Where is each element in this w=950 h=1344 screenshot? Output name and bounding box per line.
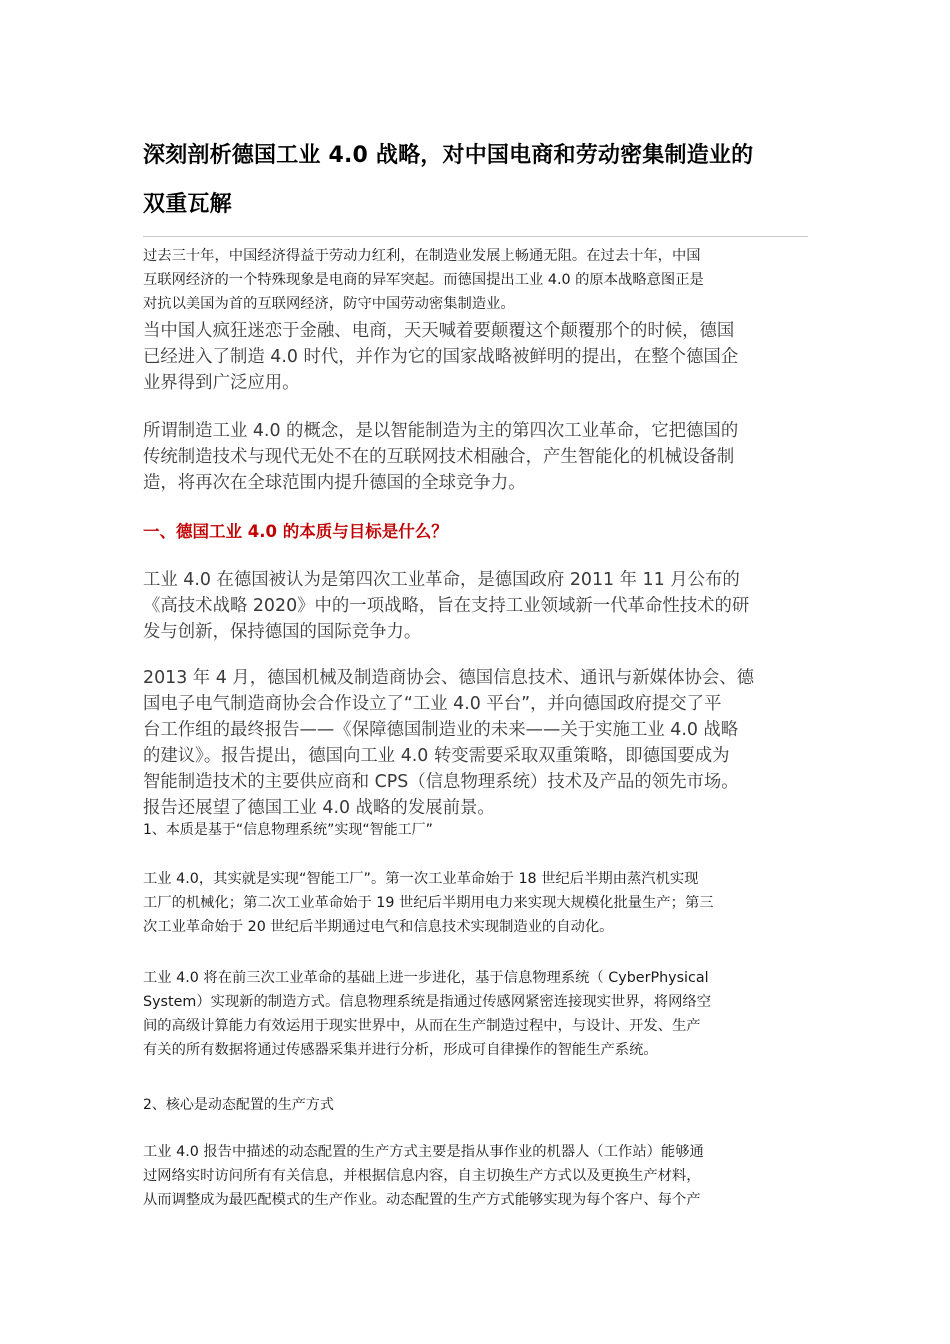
paragraph-1 <box>143 318 808 396</box>
intro-paragraph <box>143 244 808 316</box>
text-line: 台工作组的最终报告——《保障德国制造业的未来——关于实施工业 4.0 战略 <box>143 720 739 740</box>
text-line: 的建议》。报告提出，德国向工业 4.0 转变需要采取双重策略，即德国要成为 <box>143 746 730 766</box>
text-line: 工业 4.0 将在前三次工业革命的基础上进一步进化，基于信息物理系统（ CyberPhysical <box>143 970 709 986</box>
paragraph-3 <box>143 567 808 645</box>
text-line: 工业 4.0 在德国被认为是第四次工业革命，是德国政府 2011 年 11 月公布的 <box>143 570 740 590</box>
text-line: 国电子电气制造商协会合作设立了“工业 4.0 平台”，并向德国政府提交了平 <box>143 694 722 714</box>
text-line: System）实现新的制造方式。信息物理系统是指通过传感网紧密连接现实世界，将网络空 <box>143 994 711 1010</box>
document-title-line-2: 双重瓦解 <box>143 192 232 217</box>
section-heading-1: 一、德国工业 4.0 的本质与目标是什么？ <box>143 522 448 541</box>
text-line: 当中国人疯狂迷恋于金融、电商，天天喊着要颠覆这个颠覆那个的时候，德国 <box>143 321 735 341</box>
text-line: 发与创新，保持德国的国际竞争力。 <box>143 622 422 642</box>
paragraph-4 <box>143 665 808 821</box>
text-line: 报告还展望了德国工业 4.0 战略的发展前景。 <box>143 798 495 818</box>
paragraph-2 <box>143 418 808 496</box>
text-line: 工业 4.0 报告中描述的动态配置的生产方式主要是指从事作业的机器人（工作站）能够通 <box>143 1144 704 1160</box>
text-line: 过网络实时访问所有有关信息，并根据信息内容，自主切换生产方式以及更换生产材料， <box>143 1168 701 1184</box>
text-line: 次工业革命始于 20 世纪后半期通过电气和信息技术实现制造业的自动化。 <box>143 919 614 935</box>
text-line: 智能制造技术的主要供应商和 CPS（信息物理系统）技术及产品的领先市场。 <box>143 772 739 792</box>
title-divider <box>143 236 808 237</box>
text-line: 工厂的机械化；第二次工业革命始于 19 世纪后半期用电力来实现大规模化批量生产；第三 <box>143 895 714 911</box>
subsection-heading-2: 2、核心是动态配置的生产方式 <box>143 1097 334 1113</box>
text-line: 互联网经济的一个特殊现象是电商的异军突起。而德国提出工业 4.0 的原本战略意图正是 <box>143 272 704 288</box>
text-line: 已经进入了制造 4.0 时代，并作为它的国家战略被鲜明的提出，在整个德国企 <box>143 347 739 367</box>
text-line: 传统制造技术与现代无处不在的互联网技术相融合，产生智能化的机械设备制 <box>143 447 735 467</box>
text-line: 对抗以美国为首的互联网经济，防守中国劳动密集制造业。 <box>143 296 515 312</box>
text-line: 《高技术战略 2020》中的一项战略，旨在支持工业领域新一代革命性技术的研 <box>143 596 750 616</box>
paragraph-7 <box>143 1140 808 1212</box>
text-line: 间的高级计算能力有效运用于现实世界中，从而在生产制造过程中，与设计、开发、生产 <box>143 1018 701 1034</box>
text-line: 过去三十年，中国经济得益于劳动力红利，在制造业发展上畅通无阻。在过去十年，中国 <box>143 248 701 264</box>
text-line: 工业 4.0，其实就是实现“智能工厂”。第一次工业革命始于 18 世纪后半期由蒸汽机实现 <box>143 871 699 887</box>
text-line: 有关的所有数据将通过传感器采集并进行分析，形成可自律操作的智能生产系统。 <box>143 1042 658 1058</box>
text-line: 造，将再次在全球范围内提升德国的全球竞争力。 <box>143 473 526 493</box>
text-line: 所谓制造工业 4.0 的概念，是以智能制造为主的第四次工业革命，它把德国的 <box>143 421 739 441</box>
document-title-line-1: 深刻剖析德国工业 4.0 战略，对中国电商和劳动密集制造业的 <box>143 143 754 168</box>
paragraph-6 <box>143 966 808 1062</box>
paragraph-5 <box>143 867 808 939</box>
text-line: 业界得到广泛应用。 <box>143 373 300 393</box>
subsection-heading-1: 1、本质是基于“信息物理系统”实现“智能工厂” <box>143 822 433 838</box>
text-line: 从而调整成为最匹配模式的生产作业。动态配置的生产方式能够实现为每个客户、每个产 <box>143 1192 701 1208</box>
text-line: 2013 年 4 月，德国机械及制造商协会、德国信息技术、通讯与新媒体协会、德 <box>143 668 755 688</box>
